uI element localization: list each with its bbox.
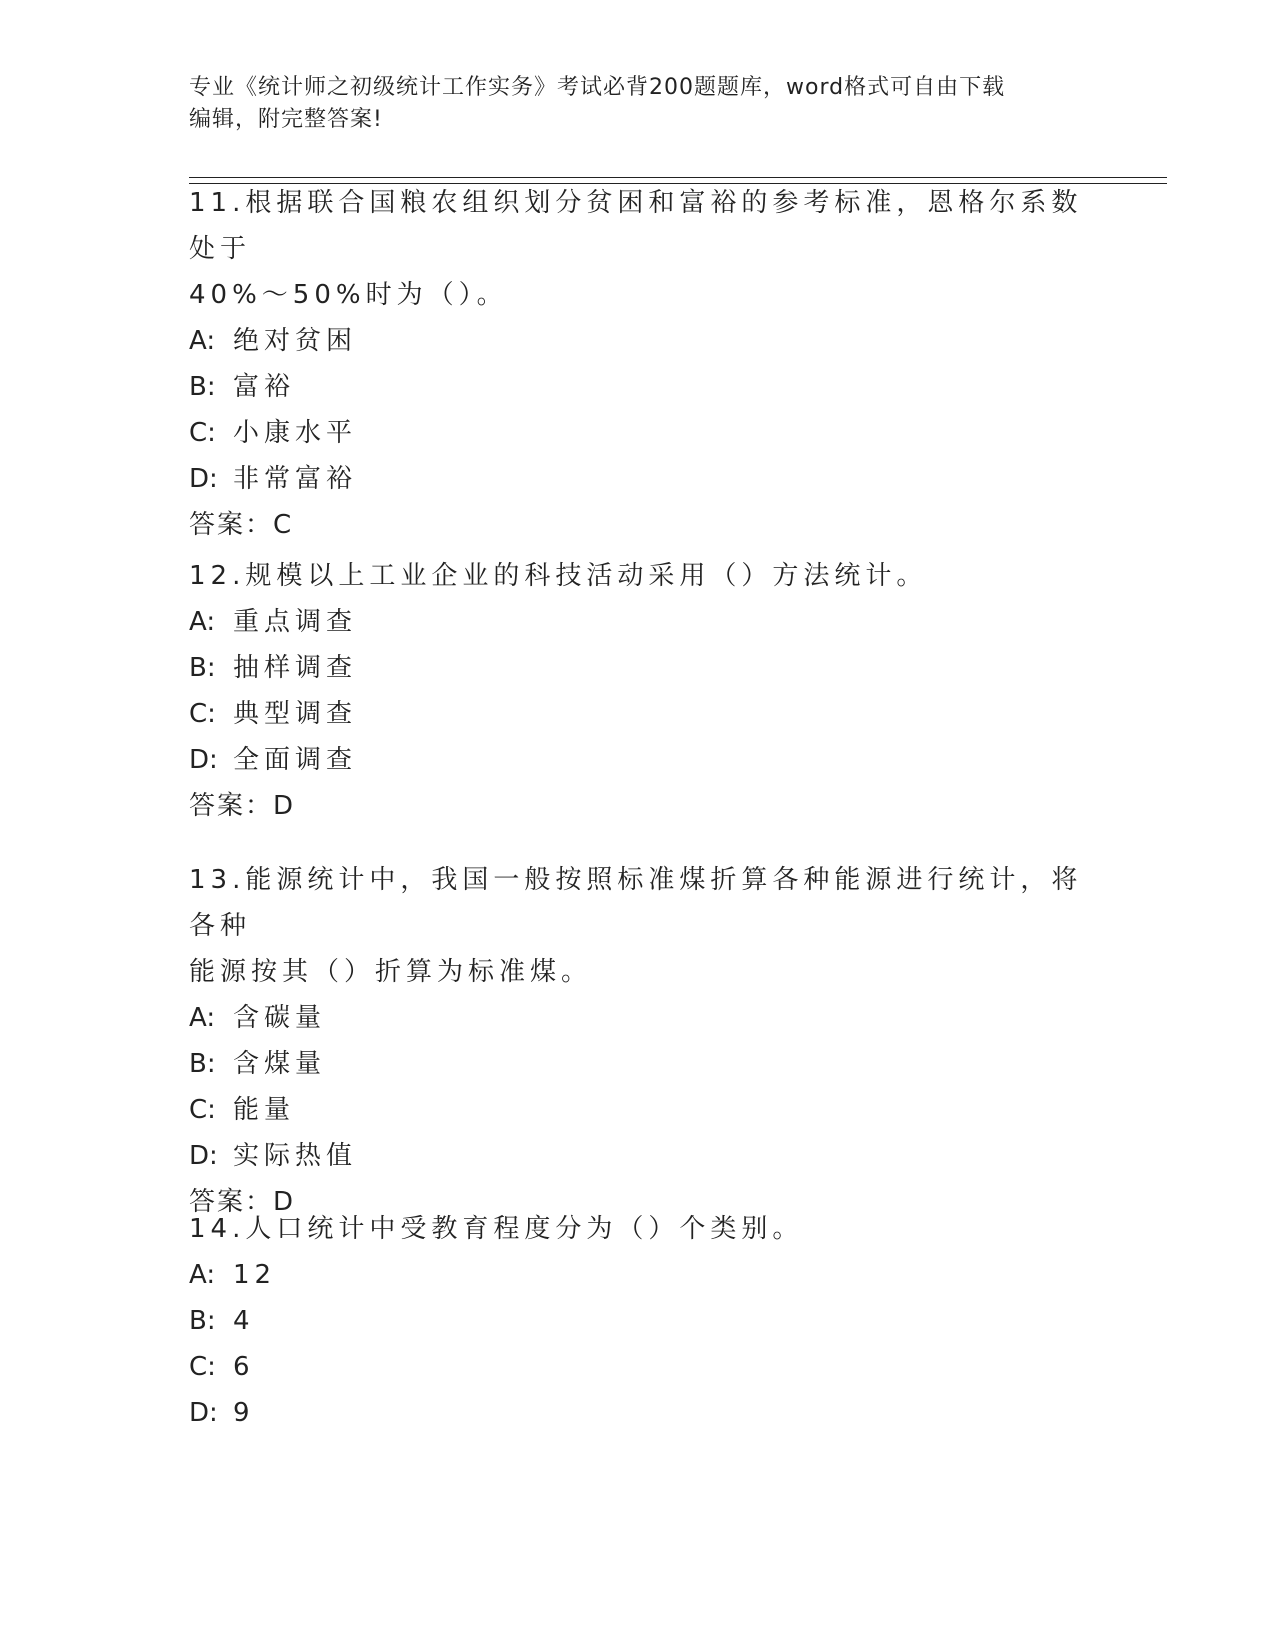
option-d — [189, 1133, 1089, 1179]
option-letter: C: — [189, 699, 216, 729]
option-a — [189, 1252, 1089, 1298]
option-d — [189, 737, 1089, 783]
question-stem-line: 12.规模以上工业企业的科技活动采用（）方法统计。 — [189, 561, 928, 591]
option-letter: A: — [189, 1260, 216, 1290]
option-letter: C: — [189, 1352, 216, 1382]
option-letter: C: — [189, 418, 216, 448]
option-c — [189, 691, 1089, 737]
option-letter: A: — [189, 607, 216, 637]
option-letter: D: — [189, 745, 218, 775]
option-letter: C: — [189, 1095, 216, 1125]
option-text: 小康水平 — [233, 418, 358, 448]
option-c — [189, 1087, 1089, 1133]
answer-line: 答案：D — [189, 1187, 296, 1217]
question-stem-line: 11.根据联合国粮农组织划分贫困和富裕的参考标准，恩格尔系数处于 — [189, 188, 1083, 264]
option-text: 非常富裕 — [233, 464, 358, 494]
document-intro — [189, 72, 1089, 136]
option-b — [189, 645, 1089, 691]
option-text: 含煤量 — [233, 1049, 327, 1079]
question-stem-line: 13.能源统计中，我国一般按照标准煤折算各种能源进行统计，将各种 — [189, 865, 1083, 941]
option-a — [189, 599, 1089, 645]
option-text: 含碳量 — [233, 1003, 327, 1033]
option-letter: B: — [189, 1306, 216, 1336]
answer-line: 答案：D — [189, 791, 296, 821]
question-stem-line: 能源按其（）折算为标准煤。 — [189, 957, 593, 987]
question-11 — [189, 180, 1089, 548]
option-text: 能量 — [233, 1095, 296, 1125]
option-a — [189, 318, 1089, 364]
option-text: 全面调查 — [233, 745, 358, 775]
option-text: 典型调查 — [233, 699, 358, 729]
option-c — [189, 1344, 1089, 1390]
question-13 — [189, 857, 1089, 1225]
option-letter: D: — [189, 1398, 218, 1428]
option-letter: B: — [189, 372, 216, 402]
option-c — [189, 410, 1089, 456]
option-letter: A: — [189, 326, 216, 356]
option-letter: B: — [189, 653, 216, 683]
option-text: 抽样调查 — [233, 653, 358, 683]
option-b — [189, 1041, 1089, 1087]
option-text: 重点调查 — [233, 607, 358, 637]
option-letter: D: — [189, 464, 218, 494]
intro-line-2: 编辑，附完整答案! — [189, 107, 383, 132]
intro-line-1: 专业《统计师之初级统计工作实务》考试必背200题题库，word格式可自由下载 — [189, 75, 1006, 100]
question-12 — [189, 553, 1089, 829]
question-14 — [189, 1206, 1089, 1436]
option-text: 12 — [233, 1260, 277, 1290]
option-letter: A: — [189, 1003, 216, 1033]
option-text: 6 — [233, 1352, 255, 1382]
option-b — [189, 364, 1089, 410]
option-letter: B: — [189, 1049, 216, 1079]
answer-line: 答案：C — [189, 510, 294, 540]
option-text: 9 — [233, 1398, 255, 1428]
question-stem-line: 14.人口统计中受教育程度分为（）个类别。 — [189, 1214, 804, 1244]
option-text: 4 — [233, 1306, 255, 1336]
option-text: 绝对贫困 — [233, 326, 358, 356]
divider-top — [189, 177, 1167, 178]
option-text: 实际热值 — [233, 1141, 358, 1171]
question-stem-line: 40%～50%时为（）。 — [189, 280, 508, 310]
option-b — [189, 1298, 1089, 1344]
option-d — [189, 456, 1089, 502]
option-text: 富裕 — [233, 372, 296, 402]
option-a — [189, 995, 1089, 1041]
option-d — [189, 1390, 1089, 1436]
option-letter: D: — [189, 1141, 218, 1171]
